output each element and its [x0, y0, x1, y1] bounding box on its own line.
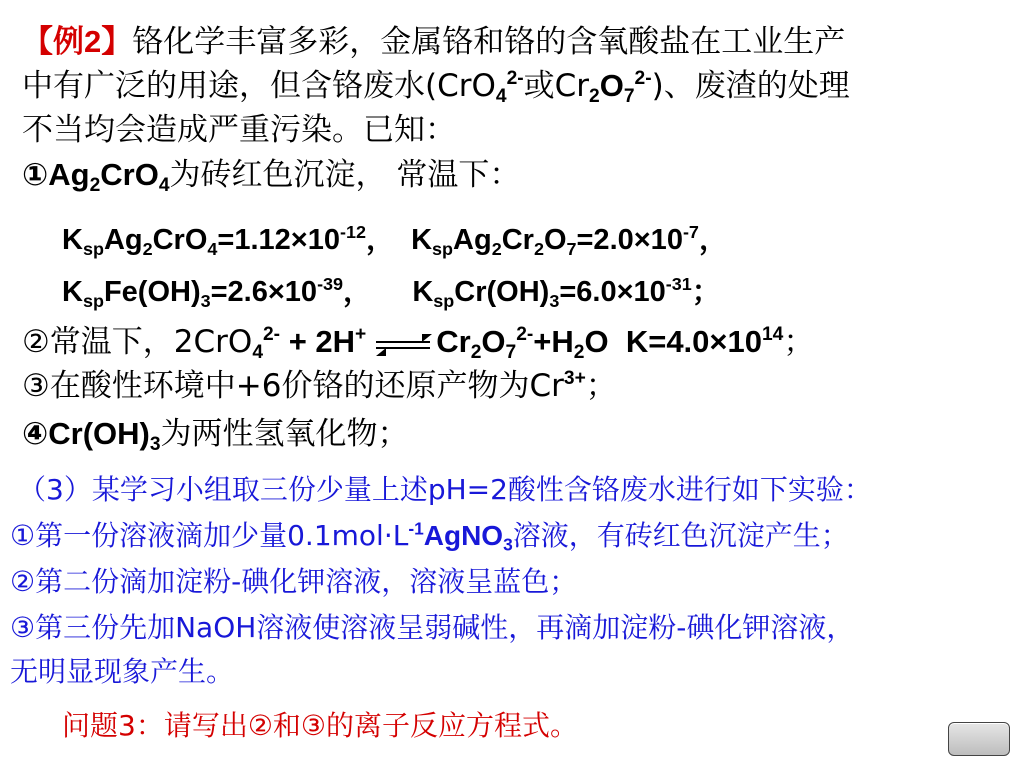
- part3-step-3: [10, 608, 854, 648]
- ksp-k3-sub: sp: [82, 290, 104, 311]
- known-3-end: ；: [585, 368, 617, 404]
- ksp-k2c: Cr: [501, 224, 534, 256]
- intro-text-3: 不当均会造成严重污染。已知：: [22, 112, 456, 148]
- example-intro-line-1: [22, 22, 845, 62]
- known-1c: 为砖红色沉淀， 常温下：: [169, 157, 521, 193]
- known-2b: + 2H: [280, 324, 356, 359]
- known-1a: ①Ag: [22, 157, 90, 192]
- intro-text-2a: 中有广泛的用途，但含铬废水(CrO: [22, 68, 496, 104]
- ksp-k1b: Ag: [103, 224, 143, 256]
- intro-text-1: 铬化学丰富多彩，金属铬和铬的含氧酸盐在工业生产: [132, 24, 846, 60]
- known-1b: CrO: [100, 157, 159, 192]
- ksp-k1d: =1.12×10: [217, 224, 340, 256]
- ksp-k2e: =2.0×10: [576, 224, 683, 256]
- ksp-k1-exp: -12: [339, 221, 366, 242]
- example-intro-line-2: 中有广泛的用途，但含铬废水(CrO$_4^{2-}$或$Cr_2O_7^{2-}$)、废渣的处理: [22, 68, 850, 108]
- ksp-k4b: Cr(OH): [454, 276, 550, 308]
- ksp-sep-2: ，: [343, 276, 413, 308]
- ksp-end-2: ；: [691, 276, 721, 308]
- part3-step-1-sup: -1: [408, 518, 424, 539]
- known-4b: 为两性氢氧化物；: [160, 416, 409, 452]
- known-2-exp: 14: [762, 324, 784, 346]
- ksp-k2-sub: sp: [432, 238, 454, 259]
- intro-text-2c: )、废渣的处理: [651, 68, 850, 104]
- ksp-k1c: CrO: [152, 224, 208, 256]
- ksp-line-1: $K_{sp}Ag_2CrO_4=1.12\times 10^{-12}$， $K_{sp}Ag_2Cr_2O_7=2.0\times 10^{-7}$，: [62, 221, 728, 259]
- known-2a: ②常温下，2CrO: [22, 324, 253, 360]
- part3-step-2-text: ②第二份滴加淀粉-碘化钾溶液，溶液呈蓝色；: [10, 565, 578, 598]
- example-intro-line-3: [22, 110, 456, 150]
- part3-step-1-sub: 3: [503, 534, 513, 555]
- question-text: [62, 706, 578, 746]
- part3-step-2: [10, 562, 577, 602]
- ksp-k2b: Ag: [453, 224, 492, 256]
- ksp-k2d: O: [543, 224, 567, 256]
- ksp-k4-sub: sp: [433, 290, 455, 311]
- example-label: 【例2】: [22, 24, 133, 59]
- ksp-k4c: =6.0×10: [559, 276, 666, 308]
- equilibrium-arrow-icon: [366, 322, 436, 362]
- ksp-k4-exp: -31: [665, 273, 692, 294]
- part3-title-text: （3）某学习小组取三份少量上述pH=2酸性含铬废水进行如下实验：: [18, 473, 872, 506]
- known-1-line: $①Ag_2CrO_4$为砖红色沉淀， 常温下：: [22, 157, 521, 197]
- known-2-line: ②常温下，2CrO$_4^{2-}$ + 2H+ $Cr_2O_7^{2-}+H_2O$ $K=4.0\times 10^{14}$；: [22, 324, 815, 364]
- known-4-line: $④Cr(OH)_3$为两性氢氧化物；: [22, 416, 409, 456]
- ksp-k3b: Fe(OH): [103, 276, 201, 308]
- part3-step-4-text: 无明显现象产生。: [10, 655, 235, 688]
- part3-step-1c: 溶液，有砖红色沉淀产生；: [512, 519, 849, 552]
- known-4a: ④Cr(OH): [22, 416, 150, 451]
- known-2d: O: [481, 324, 506, 359]
- ksp-k1: K: [62, 224, 83, 256]
- ksp-k3-exp: -39: [317, 273, 344, 294]
- known-3-sup: 3+: [563, 368, 586, 390]
- part3-step-1b: AgNO: [423, 520, 504, 551]
- part3-title: [18, 470, 872, 510]
- ksp-end-1: ，: [698, 224, 728, 256]
- ksp-line-2: $K_{sp}Fe(OH)_3=2.6\times 10^{-39}$， $K_{sp}Cr(OH)_3=6.0\times 10^{-31}$；: [62, 273, 721, 311]
- ksp-sep-1: ，: [365, 224, 412, 256]
- known-3a: ③在酸性环境中+6价铬的还原产物为Cr: [22, 368, 564, 404]
- ksp-k3c: =2.6×10: [210, 276, 318, 308]
- ksp-k1-sub: sp: [82, 238, 104, 259]
- ksp-k2: K: [411, 224, 433, 256]
- part3-step-3-text: ③第三份先加NaOH溶液使溶液呈弱碱性，再滴加淀粉-碘化钾溶液，: [10, 611, 855, 644]
- known-2f: O K=4.0×10: [584, 324, 762, 359]
- ksp-k3: K: [62, 276, 83, 308]
- intro-text-2b: 或Cr: [523, 68, 590, 104]
- known-2c: Cr: [436, 324, 471, 359]
- part3-step-1a: ①第一份溶液滴加少量0.1mol·L: [10, 519, 409, 552]
- ksp-k2-exp: -7: [682, 221, 699, 242]
- part3-step-1: [10, 516, 849, 556]
- known-2-end: ；: [783, 324, 815, 360]
- known-3-line: [22, 366, 617, 406]
- question-text-content: 问题3：请写出②和③的离子反应方程式。: [62, 709, 579, 742]
- part3-step-4: [10, 652, 234, 692]
- known-2e: +H: [533, 324, 574, 359]
- ksp-k4: K: [412, 276, 434, 308]
- next-slide-button[interactable]: [948, 722, 1010, 756]
